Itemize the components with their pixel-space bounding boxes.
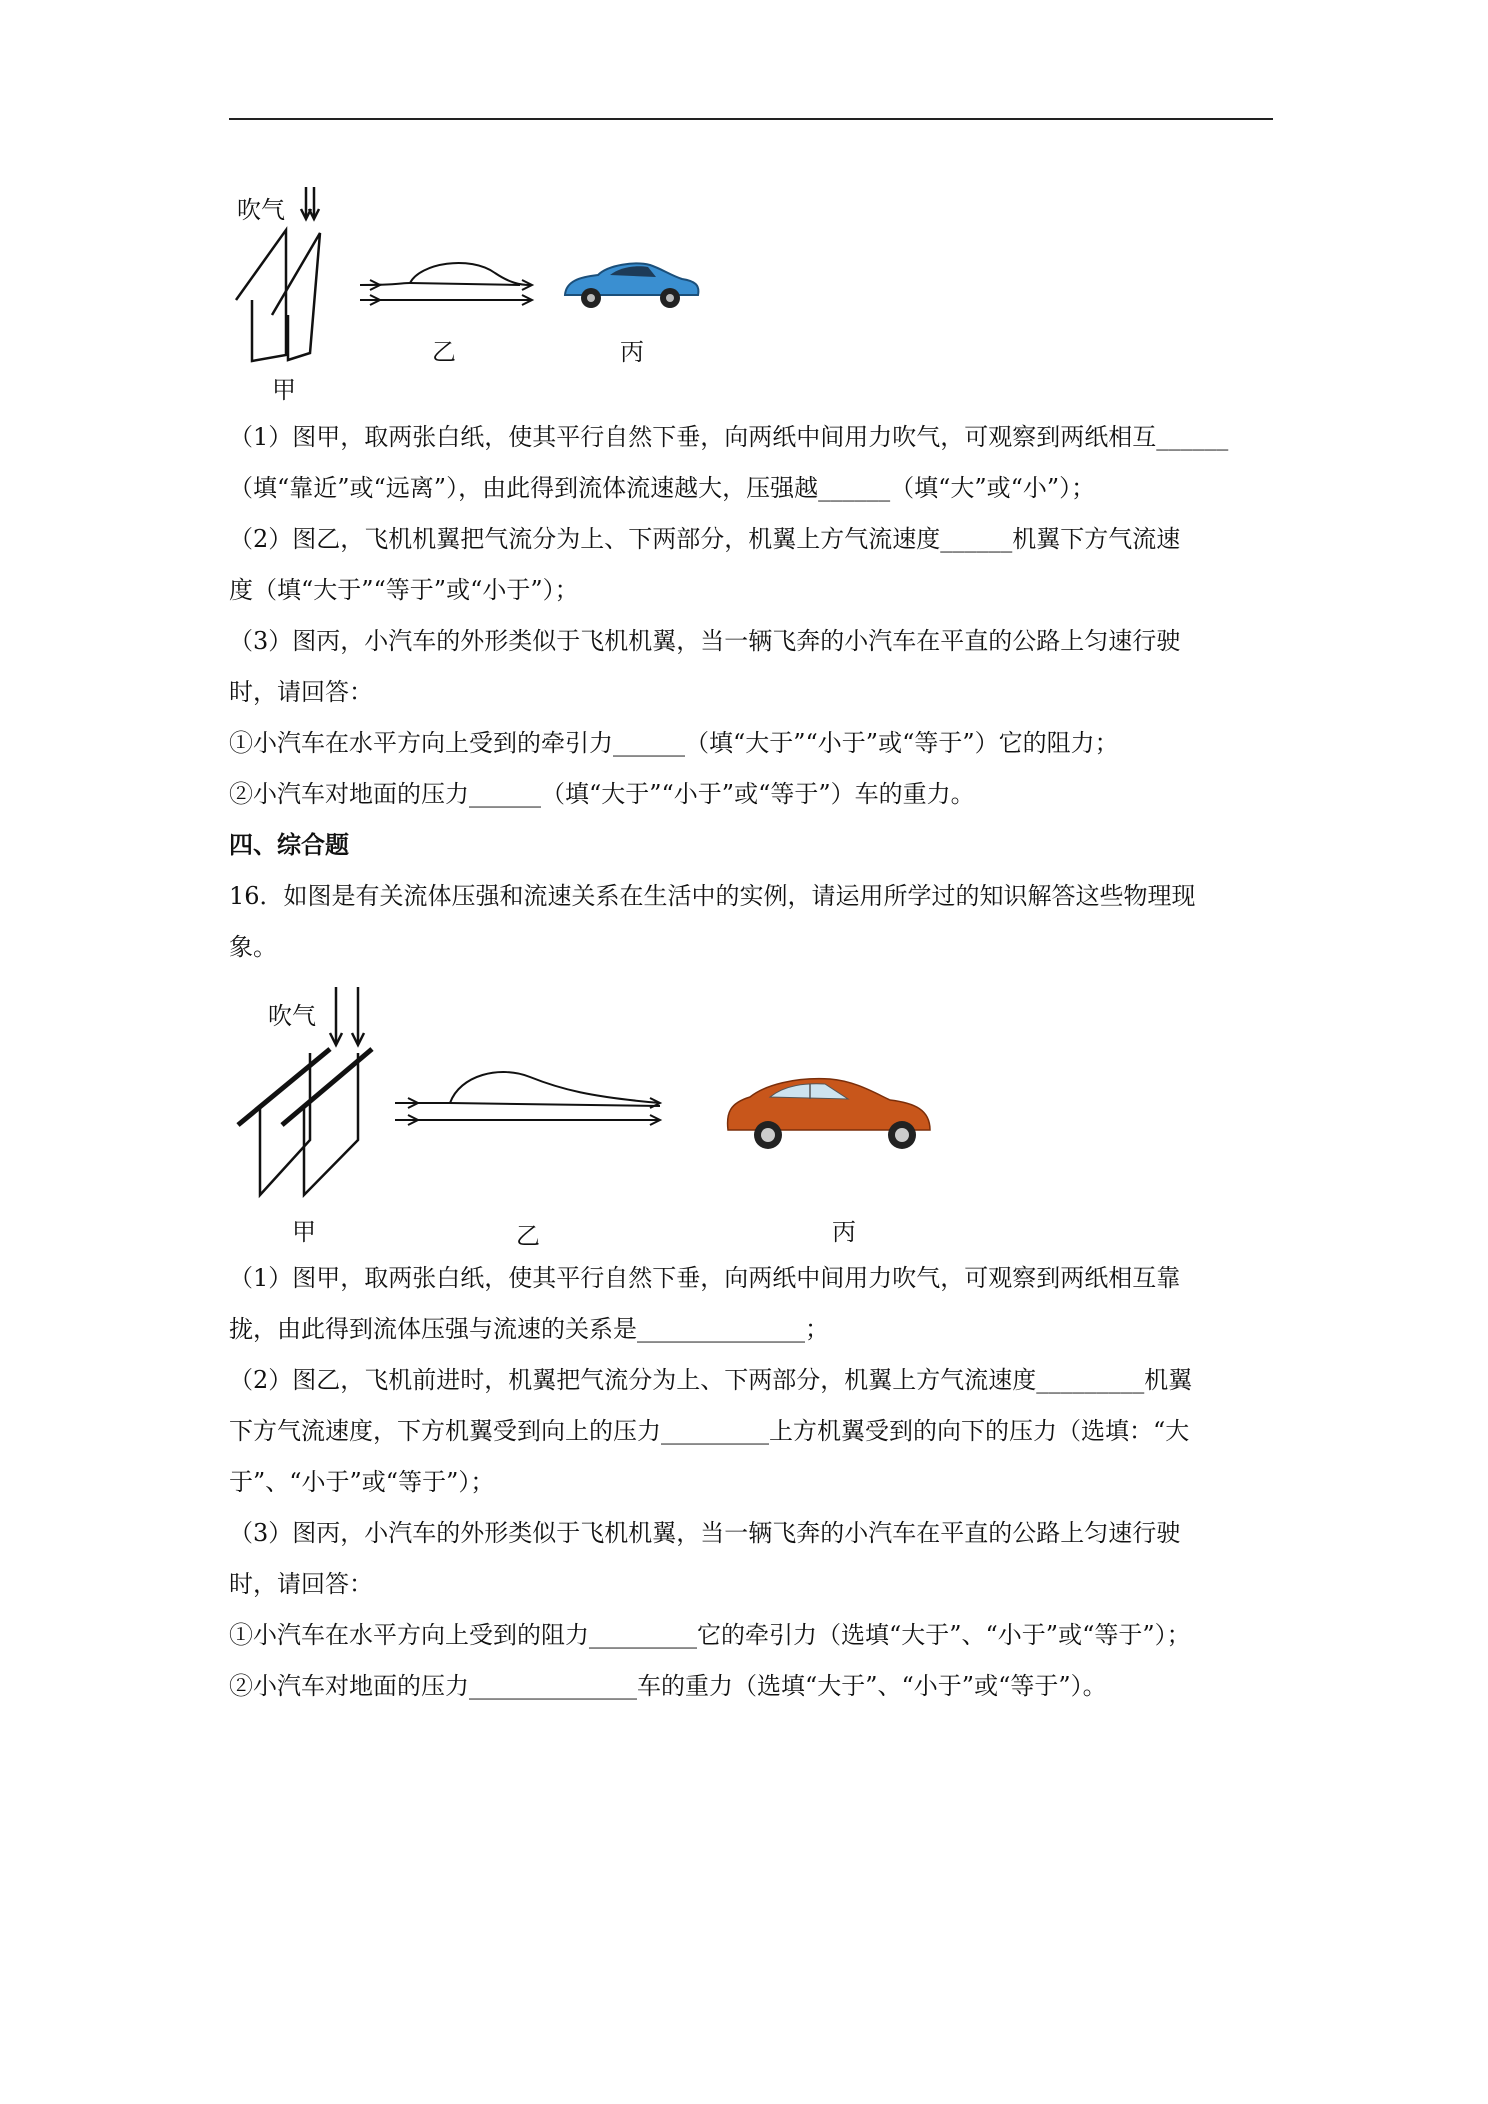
q15-line-4: 度（填“大于”“等于”或“小于”）；	[229, 576, 579, 604]
fig1-yi-label: 乙	[432, 338, 456, 366]
q15-line-1: （1）图甲，取两张白纸，使其平行自然下垂，向两纸中间用力吹气，可观察到两纸相互______	[229, 423, 1229, 451]
fig2-diagram	[230, 985, 960, 1205]
q16-line-1: （1）图甲，取两张白纸，使其平行自然下垂，向两纸中间用力吹气，可观察到两纸相互靠	[229, 1264, 1181, 1292]
header-rule	[229, 118, 1273, 120]
blue-car-icon	[565, 263, 698, 308]
q16-line-9: ②小汽车对地面的压力______________车的重力（选填“大于”、“小于”或“等于”）。	[229, 1672, 1107, 1700]
fig1-blow-label: 吹气	[237, 196, 285, 224]
q16-line-2: 拢，由此得到流体压强与流速的关系是______________；	[229, 1315, 829, 1343]
q16-intro-line-1: 16．如图是有关流体压强和流速关系在生活中的实例，请运用所学过的知识解答这些物理现	[229, 882, 1196, 910]
fig2-blow-label: 吹气	[268, 1002, 316, 1030]
q16-line-4: 下方气流速度，下方机翼受到向上的压力_________上方机翼受到的向下的压力（选填：“大	[229, 1417, 1190, 1445]
q16-block	[229, 1253, 1275, 1712]
q15-line-8: ②小汽车对地面的压力______（填“大于”“小于”或“等于”）车的重力。	[229, 780, 975, 808]
fig2-jia-label: 甲	[292, 1218, 316, 1246]
section-heading: 四、综合题	[229, 831, 349, 859]
fig2-yi-label: 乙	[516, 1222, 540, 1250]
q16-line-3: （2）图乙，飞机前进时，机翼把气流分为上、下两部分，机翼上方气流速度_________机翼	[229, 1366, 1193, 1394]
orange-car-icon	[728, 1079, 930, 1149]
q15-line-5: （3）图丙，小汽车的外形类似于飞机机翼，当一辆飞奔的小汽车在平直的公路上匀速行驶	[229, 627, 1181, 655]
q16-line-8: ①小汽车在水平方向上受到的阻力_________它的牵引力（选填“大于”、“小于”或“等于”）；	[229, 1621, 1191, 1649]
q16-line-7: 时，请回答：	[229, 1570, 373, 1598]
fig1-bing-label: 丙	[620, 338, 644, 366]
fig1-jia-label: 甲	[272, 376, 296, 404]
q16-line-5: 于”、“小于”或“等于”）；	[229, 1468, 495, 1496]
q15-line-2: （填“靠近”或“远离”），由此得到流体流速越大，压强越______（填“大”或“小”）；	[229, 474, 1096, 502]
q15-line-3: （2）图乙，飞机机翼把气流分为上、下两部分，机翼上方气流速度______机翼下方气流速	[229, 525, 1181, 553]
q15-line-7: ①小汽车在水平方向上受到的牵引力______（填“大于”“小于”或“等于”）它的阻力；	[229, 729, 1119, 757]
q15-line-6: 时，请回答：	[229, 678, 373, 706]
fig2-bing-label: 丙	[832, 1218, 856, 1246]
q15-block	[229, 412, 1275, 973]
q16-line-6: （3）图丙，小汽车的外形类似于飞机机翼，当一辆飞奔的小汽车在平直的公路上匀速行驶	[229, 1519, 1181, 1547]
q16-intro-line-2: 象。	[229, 933, 277, 961]
